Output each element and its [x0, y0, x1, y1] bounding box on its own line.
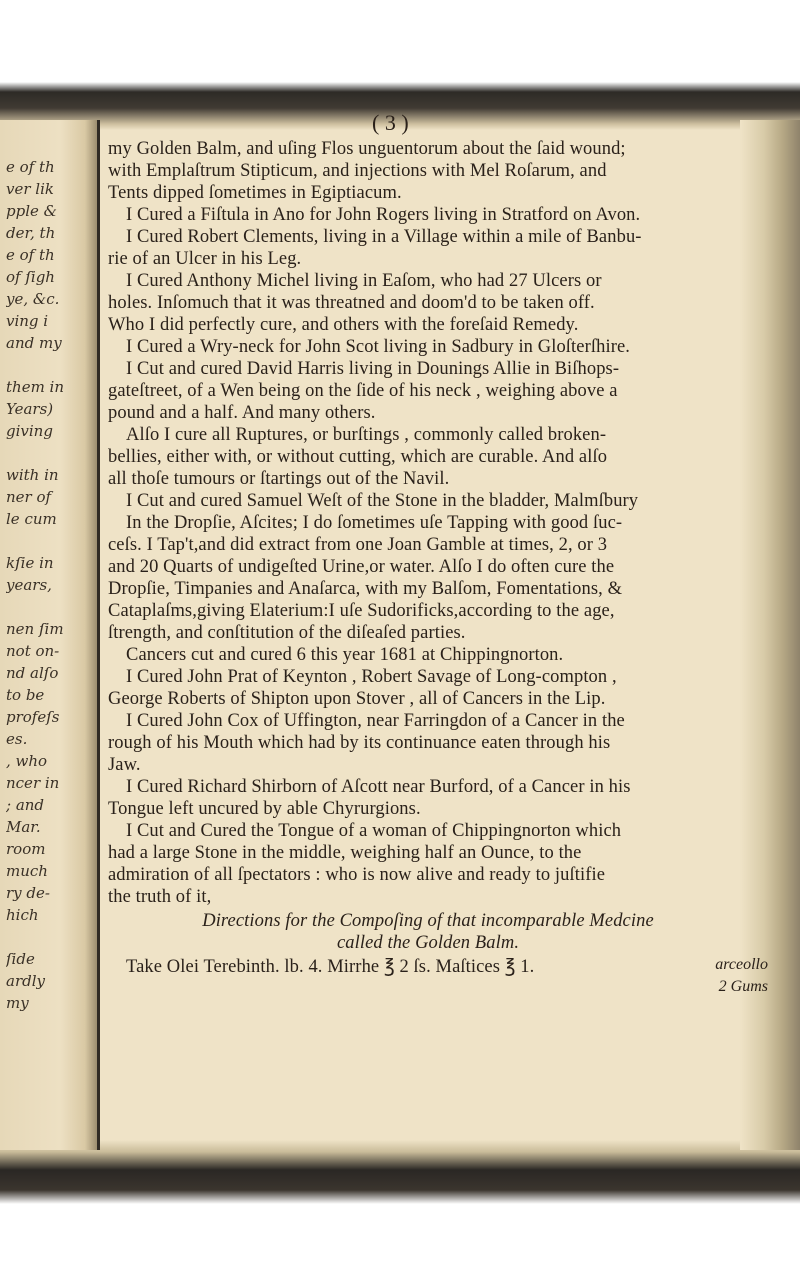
gutter-fragment: giving — [6, 422, 53, 440]
text-line: Cataplaſms,giving Elaterium:I uſe Sudorificks,according to the age, — [108, 601, 615, 621]
text-line: and 20 Quarts of undigeſted Urine,or water. Alſo I do often cure the — [108, 557, 615, 577]
text-line: bellies, either with, or without cutting, which are curable. And alſo — [108, 447, 608, 467]
text-line: had a large Stone in the middle, weighing half an Ounce, to the — [108, 843, 582, 863]
text-line: ſtrength, and conſtitution of the diſeaſed parties. — [108, 623, 466, 643]
gutter-fragment: and my — [6, 334, 62, 352]
text-line: gateſtreet, of a Wen being on the ſide of his neck , weighing above a — [108, 381, 618, 401]
section-heading-2: called the Golden Balm. — [336, 933, 520, 953]
gutter-fragment: , who — [6, 752, 48, 770]
catchword-1: arceollo — [715, 956, 768, 973]
gutter-fragment: ; and — [6, 796, 45, 814]
text-line: Jaw. — [108, 755, 141, 775]
text-line: I Cured Richard Shirborn of Aſcott near Burford, of a Cancer in his — [126, 777, 631, 797]
gutter-fragment: ardly — [6, 972, 45, 990]
text-line: Dropſie, Timpanies and Anaſarca, with my Balſom, Fomentations, & — [108, 579, 623, 599]
bottom-edge — [0, 1140, 800, 1279]
text-line: I Cut and Cured the Tongue of a woman of Chippingnorton which — [126, 821, 622, 841]
gutter-fragment: nen ſim — [6, 620, 64, 638]
gutter-fragment: hich — [6, 906, 39, 924]
text-line: I Cured Robert Clements, living in a Village within a mile of Banbu- — [126, 227, 642, 247]
text-line: Tents dipped ſometimes in Egiptiacum. — [108, 183, 402, 203]
text-line: Tongue left uncured by able Chyrurgions. — [108, 799, 421, 819]
previous-page-gutter — [0, 120, 100, 1150]
gutter-fragment: der, th — [6, 224, 56, 242]
text-line: the truth of it, — [108, 887, 212, 907]
gutter-fragment: my — [6, 994, 29, 1012]
gutter-fragment: profeſs — [6, 708, 60, 726]
gutter-fragment: ye, &c. — [6, 290, 60, 308]
gutter-fragment: ving i — [6, 312, 49, 330]
gutter-fragment: es. — [6, 730, 28, 748]
recipe-line: Take Olei Terebinth. lb. 4. Mirrhe ℥ 2 ſs. Maſtices ℥ 1. — [126, 957, 535, 977]
section-heading: Directions for the Compoſing of that incomparable Medcine — [202, 911, 654, 931]
text-line: Who I did perfectly cure, and others with the foreſaid Remedy. — [108, 315, 579, 335]
gutter-fragment: them in — [6, 378, 65, 396]
text-line: In the Dropſie, Aſcites; I do ſometimes uſe Tapping with good ſuc- — [126, 513, 623, 533]
gutter-fragment: Years) — [6, 400, 54, 418]
gutter-fragment: with in — [6, 466, 59, 484]
text-line: George Roberts of Shipton upon Stover , all of Cancers in the Lip. — [108, 689, 606, 709]
text-line: admiration of all ſpectators : who is now alive and ready to juſtifie — [108, 865, 606, 885]
text-line: Cancers cut and cured 6 this year 1681 at Chippingnorton. — [126, 645, 564, 665]
catchword-2: 2 Gums — [718, 978, 768, 995]
text-line: rough of his Mouth which had by its continuance eaten through his — [108, 733, 611, 753]
text-line: I Cured a Fiſtula in Ano for John Rogers living in Stratford on Avon. — [126, 205, 641, 225]
text-line: all thoſe tumours or ſtartings out of the Navil. — [108, 469, 450, 489]
text-line: I Cured Anthony Michel living in Eaſom, who had 27 Ulcers or — [126, 271, 602, 291]
text-line: I Cured a Wry-neck for John Scot living in Sadbury in Gloſterſhire. — [126, 337, 630, 357]
gutter-fragment: nd alſo — [6, 664, 59, 682]
text-line: with Emplaſtrum Stipticum, and injections with Mel Roſarum, and — [108, 161, 607, 181]
text-line: holes. Inſomuch that it was threatned and doom'd to be taken off. — [108, 293, 595, 313]
gutter-fragment: much — [6, 862, 48, 880]
gutter-fragment: le cum — [6, 510, 57, 528]
gutter-fragment: room — [6, 840, 46, 858]
text-line: Alſo I cure all Ruptures, or burſtings , commonly called broken- — [126, 425, 607, 445]
gutter-fragment: pple & — [6, 202, 57, 220]
text-line: ceſs. I Tap't,and did extract from one Joan Gamble at times, 2, or 3 — [108, 535, 608, 555]
text-line: rie of an Ulcer in his Leg. — [108, 249, 302, 269]
gutter-fragment: Mar. — [6, 818, 41, 836]
gutter-fragment: e of th — [6, 158, 55, 176]
text-line: I Cut and cured David Harris living in Dounings Allie in Biſhops- — [126, 359, 620, 379]
gutter-fragment: years, — [6, 576, 52, 594]
gutter-fragment: e of th — [6, 246, 55, 264]
text-line: pound and a half. And many others. — [108, 403, 376, 423]
gutter-fragment: of ſigh — [6, 268, 55, 286]
gutter-fragment: ncer in — [6, 774, 60, 792]
text-line: I Cut and cured Samuel Weſt of the Stone in the bladder, Malmſbury — [126, 491, 639, 511]
gutter-fragment: to be — [6, 686, 45, 704]
gutter-fragment: ry de- — [6, 884, 50, 902]
gutter-fragment: ner of — [6, 488, 52, 506]
text-line: my Golden Balm, and uſing Flos unguentorum about the ſaid wound; — [108, 139, 626, 159]
text-line: I Cured John Prat of Keynton , Robert Savage of Long-compton , — [126, 667, 617, 687]
gutter-fragment: ver lik — [6, 180, 54, 198]
gutter-fragment: ſide — [6, 950, 35, 968]
page-number: ( 3 ) — [372, 110, 409, 135]
gutter-fragment: kſie in — [6, 554, 54, 572]
gutter-fragment: not on- — [6, 642, 60, 660]
text-line: I Cured John Cox of Uffington, near Farringdon of a Cancer in the — [126, 711, 625, 731]
